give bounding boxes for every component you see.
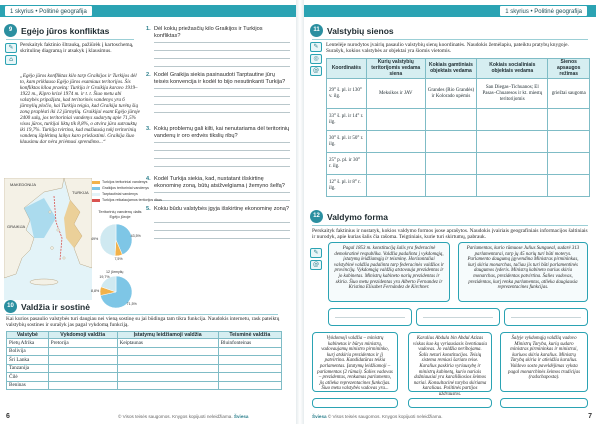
answer-card[interactable] <box>328 308 412 326</box>
table-row <box>7 373 282 382</box>
table-row <box>327 109 590 131</box>
answer-line[interactable] <box>154 104 290 105</box>
table-row <box>327 175 590 197</box>
answer-card[interactable] <box>500 398 588 408</box>
table-header-cell: Kokiais socialiniais objektais vedama <box>477 59 548 79</box>
answer-line[interactable] <box>154 58 290 59</box>
copyright-text: © Visos teisės saugomos. Knygos kopijuoti neleidžiama. <box>118 414 233 419</box>
answer-card[interactable] <box>312 398 398 408</box>
section-12-header <box>310 210 388 223</box>
table-header-cell: Vykdomoji valdžia <box>48 332 117 339</box>
section-intro: Perskaityk faktinio šltrauką, pažiūrėk į kartoschemą, skritulinę diagramą ir atsakyk į klausimus. <box>20 42 134 55</box>
legend-label: Graikijos teritoriniai vandenys <box>102 186 149 190</box>
capital-cell[interactable] <box>117 381 218 390</box>
read-icon: ✎ <box>310 42 322 52</box>
answer-card[interactable] <box>408 398 492 408</box>
quote-text: „Egėjo jūros konfliktas kilo tarp Graikijos ir Turkijos dėl to, kam priklauso Egėjo jūros esamiaus teritorijos. Šis konfliktas kiloa praeitą: Turkija ir Graikija karavo 1919–1922 m., Kipro krizė 1974 m. ir t. t. Šiuo metu abi valstybės pripažįsta, kad teritorinės vandenys yra 6 jūrmylių pločio, kai Turkija teigia, kad Graikija turėtų šią zoną praplėsti iki 12 jūrmylių. Graikijai esant Egėjo jūroje 2400 salų, jos teritoriniai vandenys sudarytų apie 71,5% visos jūros, turkijai liktų tik 8,8%, o atvira jūra sutrauktų iki 19,7%. Turkija tvirtina, kad mažiausią tokį teritorinių vandenų išplėtimą laikys karo priežastimi. Graikija šiuo klausimu dar nėra priėmusi sprendimo...“ <box>20 73 140 145</box>
section-rule <box>312 39 588 40</box>
legend-label: Turkijos reikalaujamos teritorijos ribos <box>102 198 162 202</box>
legend-item <box>92 198 162 202</box>
answer-line[interactable] <box>154 230 290 231</box>
table-row <box>327 79 590 109</box>
section-rule <box>6 39 134 40</box>
chapter-label: 1 skyrius • Politinė geografija <box>499 5 588 17</box>
page-number: 6 <box>6 413 10 420</box>
globe-icon: ◎ <box>310 54 322 64</box>
table-header-cell: Valstybė <box>7 332 49 339</box>
answer-line[interactable] <box>154 192 290 193</box>
table-header-cell: Įstatymų leidžiamoji valdžia <box>117 332 218 339</box>
page-number: 7 <box>588 413 592 420</box>
table-row <box>327 131 590 153</box>
answer-card[interactable] <box>416 308 500 326</box>
answer-cell[interactable] <box>425 153 476 175</box>
question-text: Kodėl Turkija siekia, kad, nustatant išskirtinę ekonominę zoną, būtų atsižvelgiama į žemyno šelfą? <box>154 176 285 189</box>
table-header-cell: Teisminė valdžia <box>218 332 281 339</box>
chapter-label: 1 skyrius • Politinė geografija <box>4 5 93 17</box>
pie-value-label: 7,5% <box>114 256 123 261</box>
answer-cell[interactable] <box>366 175 425 197</box>
government-card: Parlamentas, kurio rūmuose Julius Sungueal, sudarė 313 parlamentarai, tarp jų 45 narių turi būti moterys. Parlamento daugumą įgyvendina Ministras pirmininkas, kurį skiria monarchas, tačiau jis turi būti parlamentinės daugumos lyderis. Ministrų kabineto narius skiria monarchas, prezidentas patvirtina. Šalies vadovas, prezidentas, kurį renka parlamentas, atlieka daugiausia reprezentacines funkcijas. <box>458 242 588 302</box>
section-9-header <box>4 24 109 37</box>
question-number: 2. <box>146 72 151 78</box>
capital-cell: Pretorija <box>48 339 117 348</box>
table-header-cell: Koordinatės <box>327 59 367 79</box>
section-rule <box>6 314 278 315</box>
table-row <box>7 356 282 365</box>
answer-line[interactable] <box>154 166 290 167</box>
answer-cell[interactable] <box>477 175 548 197</box>
government-card: Karalius Abdula bin Abdul Azizas viskas kuo ką vyriausiasis šventiausia vadovas. Jo valdžia neribojama. Šalis neturi konstitucijos. Teisių sistema remiasi šariato teise. Karalius paskiria vyriausybę ir ministrų kabinetą, kurio nariais dažniausiai yra karališkosios šeimos nariai. Konsultacinė taryba skiriama karaliaus. Politinės partijos uždraustos. <box>408 332 492 392</box>
map-label: MAKEDONIJA <box>10 182 37 187</box>
answer-line[interactable] <box>154 222 290 223</box>
section-number: 9 <box>4 24 17 37</box>
question-text: Kodėl Graikija siekia pasinaudoti Tarptautine jūrų teisės konvencija ir kodėl to bijo nesutinkanti Turkija? <box>154 72 286 85</box>
question-text: Kokių problemų gali kilti, kai nenutariama dėl teritorinių vandenų ir oro erdvės tikslių ribų? <box>154 126 290 139</box>
map-label: GRAIKIJA <box>7 224 26 229</box>
question-text: Kokiu būdu valstybės įgyja išskirtinę ekonominę zoną? <box>154 206 289 212</box>
answer-cell[interactable] <box>548 109 590 131</box>
pie-value-label: 8,8% <box>91 288 100 293</box>
read-icon: ✎ <box>310 248 322 258</box>
answer-cell[interactable] <box>425 175 476 197</box>
answer-cell[interactable] <box>548 131 590 153</box>
chapter-bar <box>0 5 296 17</box>
publisher-logo: Šviesa <box>312 414 327 419</box>
government-card: Šalyje vykdomąją valdžią vadovo Ministrų Taryba, kurią sudaro ministras pirmininkas ir ministrai, kuriuos skiria karalius. Ministrų Tarybą skiria ir atleidžia karalius. Valdovo sosto paveldėjimas vyksta pagal monarchinės šeimos tradicijas (radschaposta). <box>500 332 588 392</box>
table-row <box>7 347 282 356</box>
section-intro: Kai kurios pasaulio valstybės turi daugiau nei vieną sostinę su jai būdinga tam tikra funkcija. Naudokis internetu, rask pateiktų valstybių sostines ir surašyk jas pagal vykdomą funkciją. <box>6 316 280 329</box>
section-intro: Lentelėje nurodytos įvairių pasaulio valstybių sienų koordinatės. Naudokis žemėlapiu, pateiktu pratybų knygoje. Surašyk, kokios valstybės ar objektai yra šiomis vietomis. <box>326 42 569 55</box>
capital-cell[interactable] <box>218 381 281 390</box>
capital-cell[interactable] <box>48 381 117 390</box>
country-cell: Čilė <box>7 373 49 382</box>
borders-table <box>326 58 590 197</box>
capital-cell[interactable] <box>117 347 218 356</box>
section-number: 11 <box>310 24 323 37</box>
pie-heading: 12 jūrmylių <box>106 270 124 274</box>
coordinates-cell: 12° š. pl. ir 8° r. ilg. <box>327 175 367 197</box>
capital-cell[interactable] <box>218 373 281 382</box>
answer-line[interactable] <box>154 238 290 239</box>
table-header-cell: Kurių valstybių teritorijomis vedama siena <box>366 59 425 79</box>
section-11-header <box>310 24 394 37</box>
answer-line[interactable] <box>154 66 290 67</box>
chapter-bar <box>304 5 596 17</box>
answer-line[interactable] <box>154 200 290 201</box>
legend-label: Turkijos teritoriniai vandenys <box>102 180 148 184</box>
answer-line[interactable] <box>154 158 290 159</box>
legend-swatch <box>92 181 100 184</box>
answer-cell[interactable] <box>425 131 476 153</box>
answer-cell[interactable] <box>366 153 425 175</box>
government-card: Pagal 1853 m. konstituciją šalis yra federacinė demokratinė respublika. Valdžia padalinta į vykdomąją, įstatymų leidžiamąją ir teisminę. Horizontaliai valstybinė valdžia padalinta tarp federacinės valdžios ir provincijų. Vykdomąją valdžią atstovauja prezidentas ir jo kabinetas. Ministrų kabineto narių prezidentas ir skiria. Šiuo metu prezidentas yra Alberto Fernandez ir Kristina Elisabet Fernández de Kirchner. <box>328 242 450 302</box>
answer-cell[interactable] <box>366 109 425 131</box>
answer-line[interactable] <box>154 88 290 89</box>
task-icons <box>5 43 17 65</box>
answer-cell[interactable] <box>477 153 548 175</box>
legend-swatch <box>92 199 100 202</box>
question-number: 5. <box>146 206 151 212</box>
table-row <box>327 153 590 175</box>
legend-item <box>92 180 147 184</box>
pie-slice <box>100 224 116 256</box>
answer-cell[interactable] <box>477 109 548 131</box>
question-number: 1. <box>146 26 151 32</box>
answer-line[interactable] <box>154 112 290 113</box>
legend-swatch <box>92 187 100 190</box>
answer-line[interactable] <box>154 150 290 151</box>
read-icon: ✎ <box>5 43 17 53</box>
table-header-cell: Sienos apsaugos režimas <box>548 59 590 79</box>
country-cell: Pietų Afrika <box>7 339 49 348</box>
pie-value-label: 49% <box>91 237 99 242</box>
table-row <box>7 339 282 348</box>
answer-cell[interactable] <box>477 131 548 153</box>
table-row <box>7 364 282 373</box>
map-label: TURKIJA <box>72 190 89 195</box>
answer-cell: griežtai saugoma <box>548 79 590 109</box>
question-number: 4. <box>146 176 151 182</box>
capital-cell[interactable] <box>218 364 281 373</box>
answer-line[interactable] <box>154 96 290 97</box>
country-cell: Tanzanija <box>7 364 49 373</box>
capital-cell[interactable] <box>48 373 117 382</box>
country-cell: Bolivija <box>7 347 49 356</box>
section-title: Egėjo jūros konfliktas <box>21 25 110 36</box>
country-cell: Šri Lanka <box>7 356 49 365</box>
task-icons <box>310 42 322 76</box>
copyright-text: © Visos teisės saugomos. Knygos kopijuoti neleidžiama. <box>327 414 443 419</box>
capital-cell[interactable] <box>218 347 281 356</box>
copyright-note <box>312 414 442 419</box>
answer-cell[interactable] <box>366 131 425 153</box>
web-icon: @ <box>310 260 322 270</box>
legend-item <box>92 192 138 196</box>
section-number: 12 <box>310 210 323 223</box>
capital-cell[interactable] <box>48 364 117 373</box>
section-number: 10 <box>4 300 17 313</box>
table-header-cell: Kokiais gamtiniais objektais vedama <box>425 59 476 79</box>
section-title: Valdžia ir sostinė <box>21 301 90 312</box>
spine <box>296 0 304 424</box>
section-10-header <box>4 300 90 313</box>
copyright-note <box>118 414 248 419</box>
coordinates-cell: 25° p. pl. ir 30° r. ilg. <box>327 153 367 175</box>
coordinates-cell: 30° š. pl. ir 50° r. ilg. <box>327 131 367 153</box>
capital-cell[interactable] <box>117 364 218 373</box>
answer-cell[interactable] <box>548 175 590 197</box>
government-card: Vykdomoji valdžia – ministrų kabinetas ir būrys ministrų, vadovaujamų ministro pirmininko, kurį atskiria prezidentas ir jį patvirtina. Kandidatūras teikia parlamentas. Įstatymų leidžiamoji – parlamentas (2 rūmai). Šalies vadovas – prezidentas, renkamas parlamento, jis atlieka reprezentacines funkcijas. Šiuo metu valstybės vadovas yra... <box>312 332 398 392</box>
capital-cell: Keiptaunas <box>117 339 218 348</box>
coordinates-cell: 29° š. pl. ir 130° v. ilg. <box>327 79 367 109</box>
answer-line[interactable] <box>154 142 290 143</box>
capital-cell[interactable] <box>48 347 117 356</box>
answer-cell: Grandes (Rio Grandės) ir Kolorado upėmis <box>425 79 476 109</box>
section-title: Valstybių sienos <box>327 25 394 36</box>
coordinates-cell: 33° š. pl. ir 14° r. ilg. <box>327 109 367 131</box>
capital-cell[interactable] <box>48 356 117 365</box>
map-icon: ⌂ <box>5 55 17 65</box>
section-rule <box>312 225 588 226</box>
answer-cell: San Diegas–Tichuanos; El Pasas–Chuaresos ir kt. miestų teritorijomis <box>477 79 548 109</box>
legend-swatch <box>92 193 100 196</box>
capitals-table <box>6 331 282 390</box>
left-page <box>0 0 296 424</box>
publisher-logo: Šviesa <box>233 414 249 419</box>
answer-cell: Meksikos ir JAV <box>366 79 425 109</box>
capital-cell[interactable] <box>117 356 218 365</box>
pie-title: Teritorinių vandenų dalis Egėjo jūroje <box>98 209 142 219</box>
legend-item <box>92 186 149 190</box>
section-title: Valdymo forma <box>327 211 388 222</box>
right-page <box>304 0 600 424</box>
capital-cell[interactable] <box>218 356 281 365</box>
answer-cell[interactable] <box>425 109 476 131</box>
question-number: 3. <box>146 126 151 132</box>
answer-cell[interactable] <box>548 153 590 175</box>
pie-value-label: 71,5% <box>126 301 137 306</box>
table-row <box>7 381 282 390</box>
pie-value-label: 19,7% <box>99 274 110 279</box>
pie-value-label: 43,5% <box>130 234 141 239</box>
question-text: Dėl kokių priežasčių kilo Graikijos ir Turkijos konfliktas? <box>154 26 263 39</box>
answer-card[interactable] <box>504 308 588 326</box>
web-icon: @ <box>310 66 322 76</box>
answer-line[interactable] <box>154 50 290 51</box>
legend-label: Tarptautiniai vandenys <box>102 192 138 196</box>
section-intro: Perskaityk faktinius ir nustatyk, kokios valdymo formos įsose aprašytos. Naudokis įvairiais geografiniais informacijos šaltiniais ir nurodyk, apie kurias šalis čia rašoma. Teigtiniais, kurie turi skirtumų, pabrauk. <box>312 228 588 241</box>
country-cell: Beninas <box>7 381 49 390</box>
capital-cell[interactable] <box>117 373 218 382</box>
aegean-map <box>4 178 92 300</box>
answer-line[interactable] <box>154 42 290 43</box>
task-icons <box>310 248 322 270</box>
capital-cell: Bluinfonteinas <box>218 339 281 348</box>
